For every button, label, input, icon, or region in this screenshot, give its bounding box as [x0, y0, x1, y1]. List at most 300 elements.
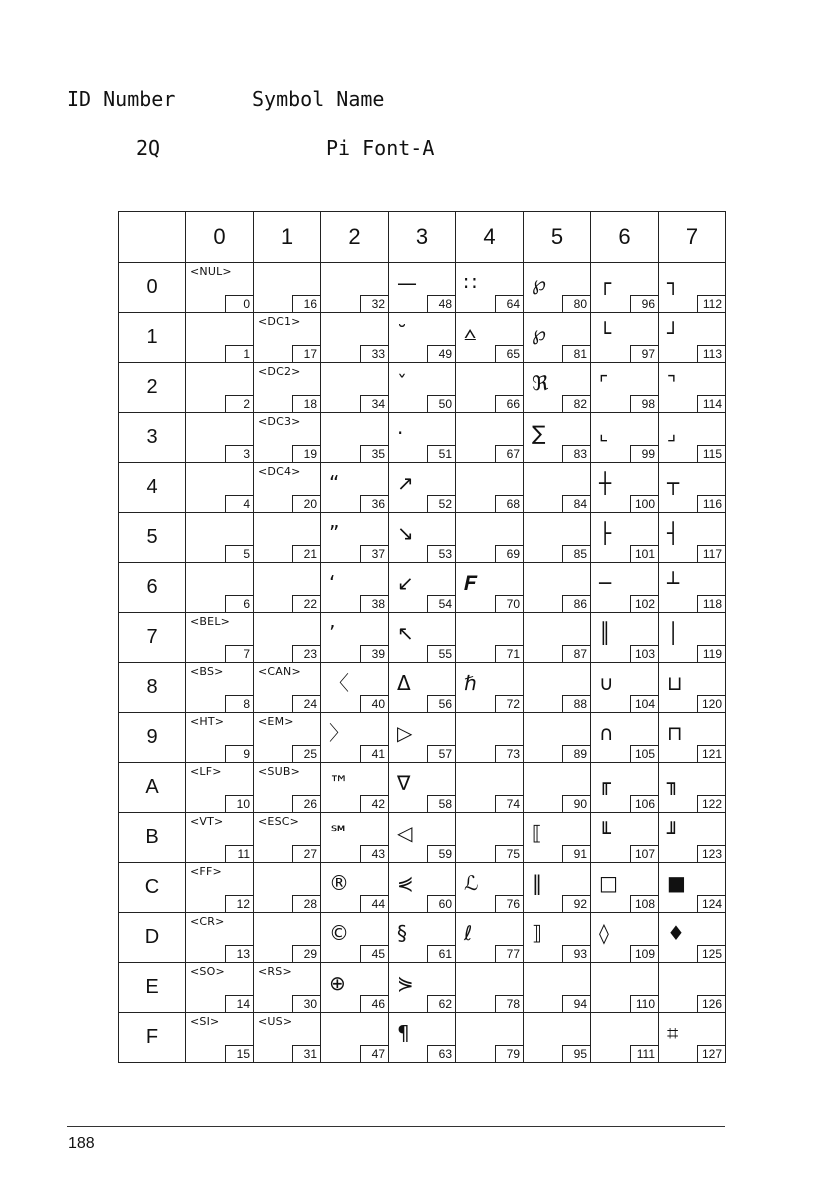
symbol-glyph: ∇ — [397, 771, 411, 795]
char-code: 69 — [495, 545, 523, 562]
control-name: <EM> — [258, 715, 294, 728]
char-cell — [254, 313, 321, 363]
char-cell — [456, 813, 524, 863]
column-header: 4 — [456, 212, 524, 263]
column-header: 0 — [186, 212, 254, 263]
char-code: 21 — [292, 545, 320, 562]
char-code: 62 — [427, 995, 455, 1012]
control-name: <SI> — [190, 1015, 220, 1028]
row-header: 3 — [119, 413, 186, 463]
symbol-glyph: ’ — [329, 621, 336, 645]
char-code: 126 — [697, 995, 725, 1012]
char-cell — [186, 813, 254, 863]
char-cell — [456, 963, 524, 1013]
char-code: 91 — [562, 845, 590, 862]
char-cell — [456, 913, 524, 963]
symbol-glyph: Δ — [397, 671, 411, 695]
char-cell — [389, 863, 456, 913]
char-code: 59 — [427, 845, 455, 862]
char-cell — [389, 313, 456, 363]
symbol-glyph: ⊔ — [667, 671, 683, 695]
char-code: 27 — [292, 845, 320, 862]
char-code: 122 — [697, 795, 725, 812]
symbol-glyph: ˇ — [397, 371, 407, 395]
symbol-glyph: ┼ — [599, 471, 612, 495]
char-code: 10 — [225, 795, 253, 812]
symbol-glyph: ├ — [599, 521, 612, 545]
id-number-label: ID Number — [67, 87, 176, 111]
char-cell — [456, 263, 524, 313]
symbol-glyph: ⌟ — [667, 421, 677, 445]
char-code: 74 — [495, 795, 523, 812]
char-code: 46 — [360, 995, 388, 1012]
row-header: 6 — [119, 563, 186, 613]
char-cell — [389, 913, 456, 963]
char-cell — [321, 463, 389, 513]
char-cell — [591, 813, 659, 863]
symbol-glyph: ◁ — [397, 821, 413, 845]
char-code: 71 — [495, 645, 523, 662]
symbol-glyph: ⌝ — [667, 371, 677, 395]
symbol-glyph: ∑ — [532, 421, 546, 445]
char-cell — [659, 963, 726, 1013]
control-name: <BS> — [190, 665, 224, 678]
char-code: 95 — [562, 1045, 590, 1062]
char-cell — [456, 313, 524, 363]
char-code: 77 — [495, 945, 523, 962]
row-header: 4 — [119, 463, 186, 513]
char-code: 16 — [292, 295, 320, 312]
char-cell — [321, 413, 389, 463]
char-cell — [456, 513, 524, 563]
char-code: 111 — [630, 1045, 658, 1062]
char-code: 44 — [360, 895, 388, 912]
char-cell — [659, 313, 726, 363]
char-code: 9 — [225, 745, 253, 762]
char-code: 19 — [292, 445, 320, 462]
char-code: 107 — [630, 845, 658, 862]
symbol-glyph: │ — [667, 621, 680, 645]
symbol-glyph: ↙ — [397, 571, 414, 595]
page-number: 188 — [68, 1135, 95, 1152]
char-cell — [659, 563, 726, 613]
control-name: <CAN> — [258, 665, 301, 678]
char-code: 75 — [495, 845, 523, 862]
char-code: 103 — [630, 645, 658, 662]
char-cell — [659, 513, 726, 563]
char-code: 124 — [697, 895, 725, 912]
char-cell — [456, 663, 524, 713]
control-name: <SUB> — [258, 765, 301, 778]
char-code: 24 — [292, 695, 320, 712]
symbol-glyph: □ — [599, 871, 618, 895]
char-cell — [254, 463, 321, 513]
control-name: <ESC> — [258, 815, 300, 828]
column-header: 5 — [524, 212, 591, 263]
char-cell — [524, 813, 591, 863]
char-code: 42 — [360, 795, 388, 812]
row-header: E — [119, 963, 186, 1013]
char-code: 12 — [225, 895, 253, 912]
char-cell — [524, 713, 591, 763]
char-cell — [524, 963, 591, 1013]
char-code: 25 — [292, 745, 320, 762]
symbol-glyph: ∪ — [599, 671, 614, 695]
char-code: 96 — [630, 295, 658, 312]
column-header: 6 — [591, 212, 659, 263]
char-code: 119 — [697, 645, 725, 662]
char-code: 17 — [292, 345, 320, 362]
char-code: 105 — [630, 745, 658, 762]
char-code: 1 — [225, 345, 253, 362]
corner-cell — [119, 212, 186, 263]
symbol-glyph: 〉 — [329, 721, 349, 745]
char-cell — [659, 663, 726, 713]
symbol-glyph: ˘ — [397, 321, 407, 345]
symbol-glyph: └ — [599, 321, 612, 345]
char-code: 81 — [562, 345, 590, 362]
char-cell — [389, 263, 456, 313]
char-cell — [389, 613, 456, 663]
char-code: 57 — [427, 745, 455, 762]
symbol-glyph: ┬ — [667, 471, 680, 495]
char-code: 109 — [630, 945, 658, 962]
char-code: 22 — [292, 595, 320, 612]
char-code: 97 — [630, 345, 658, 362]
symbol-glyph: ╙ — [599, 821, 612, 845]
char-cell — [389, 563, 456, 613]
symbol-glyph: ⌗ — [667, 1021, 679, 1045]
char-code: 60 — [427, 895, 455, 912]
char-cell — [591, 513, 659, 563]
symbol-glyph: 𝑭 — [464, 571, 477, 595]
char-cell — [659, 1013, 726, 1063]
char-cell — [524, 263, 591, 313]
char-code: 64 — [495, 295, 523, 312]
char-cell — [254, 863, 321, 913]
symbol-glyph: ∷ — [464, 271, 477, 295]
char-code: 66 — [495, 395, 523, 412]
char-cell — [254, 563, 321, 613]
char-cell — [591, 313, 659, 363]
char-cell — [591, 863, 659, 913]
char-code: 53 — [427, 545, 455, 562]
symbol-glyph: ┘ — [667, 321, 680, 345]
char-code: 88 — [562, 695, 590, 712]
char-code: 36 — [360, 495, 388, 512]
char-code: 38 — [360, 595, 388, 612]
char-code: 101 — [630, 545, 658, 562]
char-cell — [389, 513, 456, 563]
symbol-glyph: ⊓ — [667, 721, 683, 745]
control-name: <HT> — [190, 715, 225, 728]
char-code: 29 — [292, 945, 320, 962]
char-cell — [186, 413, 254, 463]
char-cell — [659, 263, 726, 313]
char-cell — [254, 363, 321, 413]
char-code: 20 — [292, 495, 320, 512]
char-code: 6 — [225, 595, 253, 612]
char-code: 73 — [495, 745, 523, 762]
char-code: 47 — [360, 1045, 388, 1062]
char-code: 89 — [562, 745, 590, 762]
char-code: 23 — [292, 645, 320, 662]
char-code: 76 — [495, 895, 523, 912]
char-code: 7 — [225, 645, 253, 662]
row-header: C — [119, 863, 186, 913]
char-cell — [456, 713, 524, 763]
char-code: 3 — [225, 445, 253, 462]
char-cell — [321, 963, 389, 1013]
footer-rule — [67, 1126, 725, 1127]
char-cell — [524, 313, 591, 363]
char-cell — [659, 613, 726, 663]
char-code: 26 — [292, 795, 320, 812]
char-code: 50 — [427, 395, 455, 412]
char-cell — [591, 913, 659, 963]
symbol-glyph: ‘ — [329, 571, 336, 595]
symbol-glyph: ⩟ — [464, 321, 477, 345]
char-cell — [659, 713, 726, 763]
char-code: 100 — [630, 495, 658, 512]
char-cell — [389, 463, 456, 513]
char-cell — [389, 413, 456, 463]
char-code: 51 — [427, 445, 455, 462]
char-code: 117 — [697, 545, 725, 562]
char-code: 4 — [225, 495, 253, 512]
symbol-glyph: ⊕ — [329, 971, 346, 995]
char-code: 34 — [360, 395, 388, 412]
char-cell — [591, 413, 659, 463]
char-cell — [524, 463, 591, 513]
char-code: 2 — [225, 395, 253, 412]
char-code: 84 — [562, 495, 590, 512]
char-cell — [524, 513, 591, 563]
char-cell — [321, 713, 389, 763]
column-header: 2 — [321, 212, 389, 263]
char-cell — [186, 263, 254, 313]
char-cell — [186, 1013, 254, 1063]
char-code: 31 — [292, 1045, 320, 1062]
symbol-glyph: ℠ — [329, 821, 350, 845]
symbol-name-label: Symbol Name — [252, 87, 385, 111]
control-name: <CR> — [190, 915, 225, 928]
char-cell — [254, 763, 321, 813]
char-cell — [186, 363, 254, 413]
char-cell — [591, 563, 659, 613]
char-code: 70 — [495, 595, 523, 612]
char-cell — [254, 263, 321, 313]
char-cell — [659, 463, 726, 513]
symbol-glyph: 〈 — [329, 671, 349, 695]
char-cell — [321, 613, 389, 663]
char-cell — [254, 713, 321, 763]
char-code: 86 — [562, 595, 590, 612]
char-code: 67 — [495, 445, 523, 462]
row-header: 8 — [119, 663, 186, 713]
control-name: <US> — [258, 1015, 293, 1028]
control-name: <BEL> — [190, 615, 231, 628]
char-cell — [389, 363, 456, 413]
symbol-glyph: ⋟ — [397, 971, 414, 995]
symbol-glyph: ¶ — [397, 1021, 410, 1045]
row-header: 9 — [119, 713, 186, 763]
control-name: <DC2> — [258, 365, 301, 378]
char-code: 115 — [697, 445, 725, 462]
char-cell — [659, 863, 726, 913]
column-header: 1 — [254, 212, 321, 263]
control-name: <SO> — [190, 965, 225, 978]
char-code: 30 — [292, 995, 320, 1012]
symbol-glyph: ∩ — [599, 721, 614, 745]
char-code: 43 — [360, 845, 388, 862]
symbol-glyph: ┌ — [599, 271, 612, 295]
char-code: 104 — [630, 695, 658, 712]
char-code: 80 — [562, 295, 590, 312]
symbol-glyph: ┤ — [667, 521, 680, 545]
symbol-glyph: ⌞ — [599, 421, 609, 445]
char-cell — [456, 363, 524, 413]
char-cell — [321, 863, 389, 913]
char-cell — [456, 463, 524, 513]
char-code: 54 — [427, 595, 455, 612]
char-cell — [254, 413, 321, 463]
control-name: <LF> — [190, 765, 222, 778]
character-table — [118, 211, 726, 1063]
char-code: 63 — [427, 1045, 455, 1062]
char-code: 87 — [562, 645, 590, 662]
control-name: <VT> — [190, 815, 224, 828]
char-code: 85 — [562, 545, 590, 562]
symbol-glyph: “ — [329, 471, 340, 495]
char-cell — [524, 413, 591, 463]
symbol-glyph: ↖ — [397, 621, 414, 645]
char-cell — [186, 313, 254, 363]
char-cell — [591, 963, 659, 1013]
char-code: 106 — [630, 795, 658, 812]
char-cell — [591, 763, 659, 813]
char-cell — [456, 863, 524, 913]
char-cell — [524, 863, 591, 913]
char-cell — [456, 613, 524, 663]
char-cell — [254, 613, 321, 663]
char-cell — [254, 963, 321, 1013]
char-code: 108 — [630, 895, 658, 912]
char-cell — [456, 763, 524, 813]
char-cell — [389, 663, 456, 713]
char-cell — [591, 363, 659, 413]
char-cell — [321, 513, 389, 563]
row-header: 1 — [119, 313, 186, 363]
char-cell — [321, 1013, 389, 1063]
symbol-glyph: ┴ — [667, 571, 680, 595]
char-cell — [524, 1013, 591, 1063]
char-code: 33 — [360, 345, 388, 362]
symbol-glyph: ℒ — [464, 871, 479, 895]
char-cell — [321, 913, 389, 963]
char-code: 90 — [562, 795, 590, 812]
char-code: 68 — [495, 495, 523, 512]
char-cell — [321, 263, 389, 313]
symbol-glyph: ℘ — [532, 321, 546, 345]
symbol-glyph: ╜ — [667, 821, 680, 845]
char-code: 0 — [225, 295, 253, 312]
char-cell — [389, 713, 456, 763]
char-code: 15 — [225, 1045, 253, 1062]
char-cell — [524, 613, 591, 663]
char-code: 11 — [225, 845, 253, 862]
symbol-glyph: ■ — [667, 871, 686, 895]
row-header: 0 — [119, 263, 186, 313]
char-cell — [186, 713, 254, 763]
char-cell — [524, 763, 591, 813]
column-header: 7 — [659, 212, 726, 263]
column-header: 3 — [389, 212, 456, 263]
char-cell — [254, 913, 321, 963]
char-cell — [659, 413, 726, 463]
symbol-glyph: ⌜ — [599, 371, 609, 395]
symbol-glyph: — — [397, 271, 417, 295]
char-code: 78 — [495, 995, 523, 1012]
symbol-glyph: § — [397, 921, 407, 945]
char-code: 13 — [225, 945, 253, 962]
char-cell — [186, 663, 254, 713]
symbol-glyph: ℏ — [464, 671, 477, 695]
char-code: 112 — [697, 295, 725, 312]
char-code: 79 — [495, 1045, 523, 1062]
char-cell — [186, 463, 254, 513]
char-cell — [591, 613, 659, 663]
char-cell — [659, 913, 726, 963]
symbol-name-value: Pi Font-A — [326, 136, 435, 160]
char-cell — [659, 813, 726, 863]
char-cell — [186, 763, 254, 813]
symbol-glyph: ║ — [599, 621, 612, 645]
char-code: 99 — [630, 445, 658, 462]
control-name: <DC4> — [258, 465, 301, 478]
char-code: 32 — [360, 295, 388, 312]
char-code: 61 — [427, 945, 455, 962]
char-code: 118 — [697, 595, 725, 612]
symbol-glyph: ◊ — [599, 921, 609, 945]
char-code: 113 — [697, 345, 725, 362]
char-code: 28 — [292, 895, 320, 912]
symbol-glyph: © — [329, 921, 349, 945]
char-code: 58 — [427, 795, 455, 812]
symbol-glyph: · — [397, 421, 404, 445]
char-code: 82 — [562, 395, 590, 412]
char-cell — [321, 763, 389, 813]
char-cell — [389, 813, 456, 863]
char-cell — [591, 663, 659, 713]
char-cell — [591, 1013, 659, 1063]
char-cell — [321, 313, 389, 363]
symbol-glyph: ⟦ — [532, 821, 542, 845]
char-cell — [524, 913, 591, 963]
row-header: B — [119, 813, 186, 863]
char-cell — [321, 563, 389, 613]
char-code: 93 — [562, 945, 590, 962]
char-code: 45 — [360, 945, 388, 962]
symbol-glyph: ▷ — [397, 721, 413, 745]
char-cell — [186, 513, 254, 563]
char-code: 56 — [427, 695, 455, 712]
row-header: 5 — [119, 513, 186, 563]
control-name: <NUL> — [190, 265, 232, 278]
char-code: 114 — [697, 395, 725, 412]
char-code: 39 — [360, 645, 388, 662]
char-cell — [524, 363, 591, 413]
